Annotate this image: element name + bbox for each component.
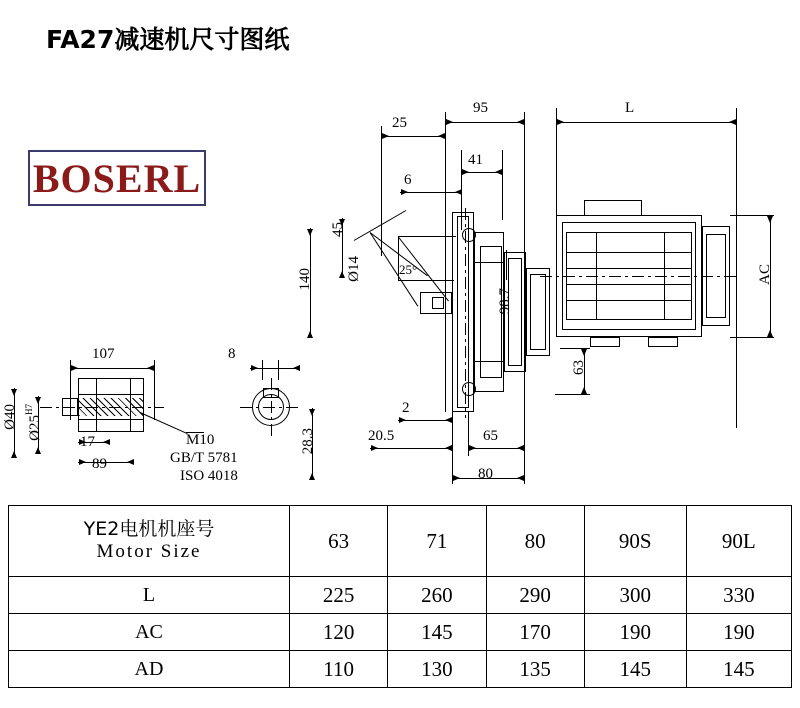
- dim-arrow-40-top: [11, 389, 17, 396]
- dim-label-17: 17: [80, 434, 95, 450]
- dim-label-95: 95: [473, 100, 488, 116]
- dim-arrow-2-right: [445, 417, 452, 423]
- dim-arrow-8-right: [293, 365, 300, 371]
- dim-arrow-L-right: [729, 119, 736, 125]
- dim-arrow-28-3-top: [309, 409, 315, 416]
- dim-label-98-7: 98.7: [497, 288, 513, 315]
- table-cell: 330: [686, 577, 791, 614]
- dim-arrow-95-right: [517, 119, 524, 125]
- dim-arrow-20-5-left: [371, 445, 378, 451]
- dim-arrow-6-right: [455, 189, 462, 195]
- dim-label-63: 63: [571, 360, 587, 375]
- motor-foot-left: [590, 337, 620, 347]
- table-cell: 90S: [584, 506, 686, 577]
- dim-line-65: [468, 448, 524, 449]
- dim-label-89: 89: [92, 456, 107, 472]
- ext-line-80-right: [524, 412, 525, 484]
- shaft-section-centerline-h: [240, 407, 302, 408]
- dim-arrow-140-top: [307, 229, 313, 236]
- ext-line-25-left: [381, 126, 382, 256]
- logo-text: BOSERL: [32, 155, 202, 201]
- table-row: [9, 577, 792, 614]
- ext-line-80-left: [452, 412, 453, 484]
- dim-arrow-41-left: [462, 169, 469, 175]
- table-cell: 190: [584, 614, 686, 651]
- dim-arrow-6-left: [401, 189, 408, 195]
- dim-label-6: 6: [404, 172, 412, 188]
- dim-label-25: 25: [392, 115, 407, 131]
- dim-arrow-65-left: [469, 445, 476, 451]
- dim-label-28-3: 28.3: [300, 428, 316, 455]
- dim-line-95: [445, 122, 524, 123]
- dim-arrow-25-right: [438, 133, 445, 139]
- spec-table: [8, 505, 792, 688]
- table-cell: 135: [486, 651, 584, 688]
- table-cell: 145: [388, 614, 486, 651]
- dim-arrow-28-3-bottom: [309, 473, 315, 480]
- dim-arrow-63-bottom: [581, 387, 587, 394]
- dim-label-8: 8: [228, 346, 236, 362]
- motor-centerline: [540, 276, 736, 277]
- adapter-block-inner: [530, 274, 546, 350]
- dim-label-2: 2: [402, 400, 410, 416]
- dim-line-107: [70, 368, 154, 369]
- dim-line-20-5: [370, 448, 452, 449]
- dim-label-40: Ø40: [2, 404, 18, 430]
- dim-line-25: [381, 136, 445, 137]
- dim-arrow-45-bottom: [339, 271, 345, 278]
- dim-arrow-107-right: [147, 365, 154, 371]
- table-row: [9, 614, 792, 651]
- terminal-box: [584, 200, 642, 216]
- ext-line-right-L: [736, 108, 737, 428]
- dim-arrow-63-top: [581, 349, 587, 356]
- table-cell: 225: [290, 577, 388, 614]
- ext-line-65-left: [468, 412, 469, 456]
- dim-arrow-25H7-top: [35, 397, 41, 404]
- table-cell: 80: [486, 506, 584, 577]
- dim-arrow-89-left: [79, 459, 86, 465]
- table-row-label: L: [9, 577, 290, 614]
- table-cell: 260: [388, 577, 486, 614]
- motor-fin-1: [566, 252, 692, 253]
- dim-label-shaft-14: Ø14: [346, 256, 362, 282]
- shaft-detail-div-2: [130, 378, 131, 432]
- dim-label-angle: 25°: [399, 262, 418, 277]
- dim-arrow-20-5-right: [445, 445, 452, 451]
- dim-label-20-5: 20.5: [368, 428, 395, 444]
- ext-line-41-right: [502, 150, 503, 220]
- dim-label-45: 45: [330, 222, 346, 237]
- dim-arrow-40-bottom: [11, 451, 17, 458]
- dim-arrow-25-left: [382, 133, 389, 139]
- shaft-detail-div-1: [96, 378, 97, 432]
- dim-label-L: L: [625, 100, 635, 116]
- ext-line-63-top: [560, 348, 590, 349]
- label-standard-gbt: GB/T 5781: [170, 450, 238, 466]
- table-cell: 190: [686, 614, 791, 651]
- dim-arrow-17-right: [103, 439, 110, 445]
- dim-line-2: [398, 420, 452, 421]
- ext-line-left-95: [445, 112, 446, 412]
- table-cell: 63: [290, 506, 388, 577]
- table-cell: 290: [486, 577, 584, 614]
- dim-arrow-AC-top: [767, 216, 773, 223]
- page-title: FA27减速机尺寸图纸: [46, 25, 290, 54]
- table-cell: 300: [584, 577, 686, 614]
- ext-line-8-right: [278, 360, 279, 380]
- dim-label-107: 107: [92, 346, 115, 362]
- dim-line-L: [556, 122, 736, 123]
- dim-label-80: 80: [478, 466, 493, 482]
- table-cell: 71: [388, 506, 486, 577]
- dim-label-25H7: $Ø25^{H7}$: [24, 404, 43, 441]
- output-shaft-key: [432, 297, 444, 309]
- leader-M10: [140, 412, 188, 434]
- table-cell: 170: [486, 614, 584, 651]
- ext-line-AC-top: [730, 215, 774, 216]
- dim-arrow-L-left: [557, 119, 564, 125]
- shaft-detail-centerline: [40, 407, 164, 408]
- table-row-label: AC: [9, 614, 290, 651]
- table-cell: 130: [388, 651, 486, 688]
- dim-arrow-41-right: [495, 169, 502, 175]
- table-cell: 110: [290, 651, 388, 688]
- table-cell: 120: [290, 614, 388, 651]
- dim-label-140: 140: [297, 268, 313, 291]
- torque-arm-left: [398, 236, 399, 280]
- dim-arrow-95-left: [446, 119, 453, 125]
- dim-label-41: 41: [468, 152, 483, 168]
- flange-plate-inner: [457, 216, 469, 408]
- table-row-label: AD: [9, 651, 290, 688]
- dim-arrow-80-right: [517, 475, 524, 481]
- ext-line-AC-bottom: [730, 337, 774, 338]
- dim-arrow-2-left: [399, 417, 406, 423]
- shaft-section-centerline-v: [271, 378, 272, 438]
- table-header-label-en: Motor Size: [96, 541, 202, 562]
- dim-arrow-140-bottom: [307, 331, 313, 338]
- dim-arrow-8-left: [251, 365, 258, 371]
- label-standard-iso: ISO 4018: [180, 468, 238, 484]
- dim-label-AC: AC: [757, 264, 773, 285]
- dim-arrow-89-right: [127, 459, 134, 465]
- dim-arrow-AC-bottom: [767, 330, 773, 337]
- motor-fin-3: [566, 284, 692, 285]
- table-cell: 90L: [686, 506, 791, 577]
- table-header-label: [9, 506, 290, 577]
- ext-line-63-bottom: [555, 394, 590, 395]
- dim-line-6: [400, 192, 462, 193]
- gearbox-housing-mid: [474, 262, 504, 362]
- motor-fin-2: [566, 268, 692, 269]
- dim-label-65: 65: [483, 428, 498, 444]
- torque-arm-top: [398, 236, 456, 237]
- dim-arrow-107-left: [71, 365, 78, 371]
- dim-arrow-65-right: [517, 445, 524, 451]
- torque-arm-bottom: [398, 280, 454, 281]
- table-row: [9, 506, 792, 577]
- table-cell: 145: [584, 651, 686, 688]
- dim-label-25H7-tol: H7: [24, 404, 34, 415]
- table-header-label-cn: YE2电机机座号: [83, 518, 215, 541]
- label-M10: M10: [186, 432, 215, 448]
- motor-fin-4: [566, 300, 692, 301]
- table-row: [9, 651, 792, 688]
- dim-arrow-80-left: [453, 475, 460, 481]
- gearbox-neck-inner: [508, 258, 522, 366]
- ext-line-8-left: [262, 360, 263, 380]
- ext-line-107-right: [154, 360, 155, 420]
- table-cell: 145: [686, 651, 791, 688]
- flange-centerline: [465, 208, 466, 418]
- dim-arrow-25H7-bottom: [35, 447, 41, 454]
- motor-foot-right: [648, 337, 678, 347]
